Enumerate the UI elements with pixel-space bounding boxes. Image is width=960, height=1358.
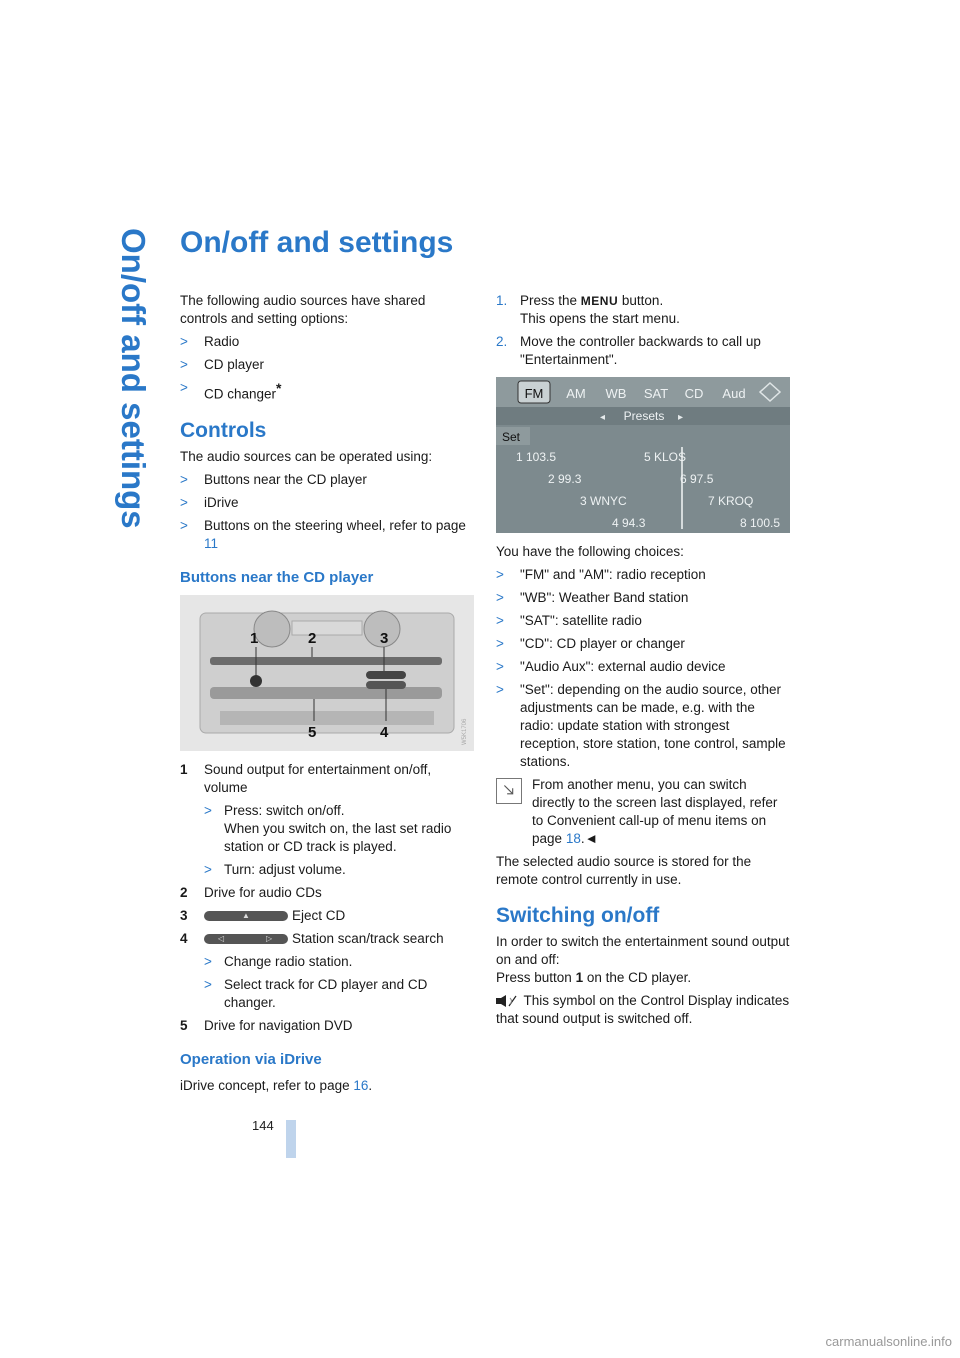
tab-aud: Aud [722,386,746,401]
page-link-11[interactable]: 11 [204,535,219,551]
stored-text: The selected audio source is stored for the remote control currently in use. [496,854,752,887]
list-item: > "WB": Weather Band station [496,590,689,605]
item-4: 4 ◁ ▷ Station scan/track search [180,930,444,946]
optional-equipment-star: * [276,380,282,396]
fig-label-5: 5 [308,723,317,741]
item-5: 5 Drive for navigation DVD [180,1017,353,1033]
intro-text: The following audio sources have shared controls and setting options: [180,293,426,326]
tab-wb: WB [605,386,627,401]
controls-intro: The audio sources can be operated using: [180,448,433,464]
station-3: 3 WNYC [580,494,627,508]
cd-player-figure [180,595,474,751]
fig-code: W5K1706 [462,718,468,745]
item-3: 3 ▲ Eject CD [180,907,346,923]
station-7: 7 KROQ [708,494,754,508]
presets-label: Presets [623,409,665,423]
side-title-text: On/off and settings [115,228,152,529]
step-1: 1. Press the MENU button. This opens the start menu. [496,293,680,326]
list-item: > iDrive [180,494,239,510]
side-section-title [108,228,152,529]
page-link-16[interactable]: 16 [353,1077,369,1093]
list-item: > CD changer* [180,380,282,402]
set-button: Set [502,430,521,444]
tab-sat: SAT [643,386,669,401]
eject-button-icon: ▲ [204,911,288,921]
station-1: 1 103.5 [516,450,557,464]
left-column [180,292,476,1100]
list-item: > Radio [180,334,240,349]
item-2: 2 Drive for audio CDs [180,884,322,900]
page-title: On/off and settings [180,226,454,259]
sound-off-icon [496,995,520,1007]
item-1-sub-1: > Press: switch on/off. When you switch on, the last set radio station or CD track is played. [204,802,452,854]
idrive-text: iDrive concept, refer to page 16. [180,1077,373,1093]
list-item: > "Audio Aux": external audio device [496,659,726,674]
cd-buttons-heading: Buttons near the CD player [180,568,374,586]
item-4-sub-2: > Select track for CD player and CD changer. [204,976,428,1010]
station-8: 8 100.5 [740,516,781,530]
symbol-text: This symbol on the Control Display indicates that sound output is switched off. [496,993,790,1026]
entertainment-display-figure [496,377,790,533]
scan-buttons-icon: ◁ ▷ [204,934,288,944]
list-item: > Buttons near the CD player [180,471,367,487]
page-link-18[interactable]: 18 [565,831,581,846]
watermark: carmanualsonline.info [825,1334,952,1349]
note-block: From another menu, you can switch directly to the screen last displayed, refer to Convenient call-up of menu items on page 18.◄ [496,776,792,848]
menu-button-label: MENU [580,294,619,308]
presets-right-arrow: ▸ [678,412,684,423]
item-1-sub-2: > Turn: adjust volume. [204,861,346,877]
list-item: > CD player [180,357,265,372]
choices-intro: You have the following choices: [496,544,684,559]
fig-label-2: 2 [308,629,317,647]
fig-label-3: 3 [380,629,389,647]
step-2: 2. Move the controller backwards to call up "Entertainment". [496,334,761,367]
switching-text: In order to switch the entertainment sound output on and off: Press button 1 on the CD player. [496,934,790,985]
station-6: 6 97.5 [680,472,714,486]
tab-cd: CD [684,386,704,401]
item-1: 1 Sound output for entertainment on/off, volume [180,761,432,795]
item-4-sub-1: > Change radio station. [204,953,353,969]
controls-heading: Controls [180,418,267,442]
list-item: > "SAT": satellite radio [496,613,642,628]
fig-label-1: 1 [250,629,259,647]
page-number: 144 [252,1118,274,1133]
tab-fm: FM [524,386,544,401]
switching-heading: Switching on/off [496,904,660,927]
list-item: > "Set": depending on the audio source, other adjustments can be made, e.g. with the radio: update station with strongest reception, store station, tone control, sample stations. [496,682,786,769]
list-item: > "CD": CD player or changer [496,636,685,651]
note-arrow-icon [496,778,522,804]
station-2: 2 99.3 [548,472,582,486]
station-4: 4 94.3 [612,516,646,530]
presets-left-arrow: ◂ [600,412,606,423]
right-column [496,292,792,1033]
idrive-heading: Operation via iDrive [180,1050,322,1068]
page-number-bar [286,1120,296,1158]
tab-am: AM [566,386,586,401]
list-item: > "FM" and "AM": radio reception [496,567,706,582]
station-5: 5 KLOS [644,450,687,464]
list-item: > Buttons on the steering wheel, refer to page 11 [180,517,466,551]
fig-label-4: 4 [380,723,389,741]
